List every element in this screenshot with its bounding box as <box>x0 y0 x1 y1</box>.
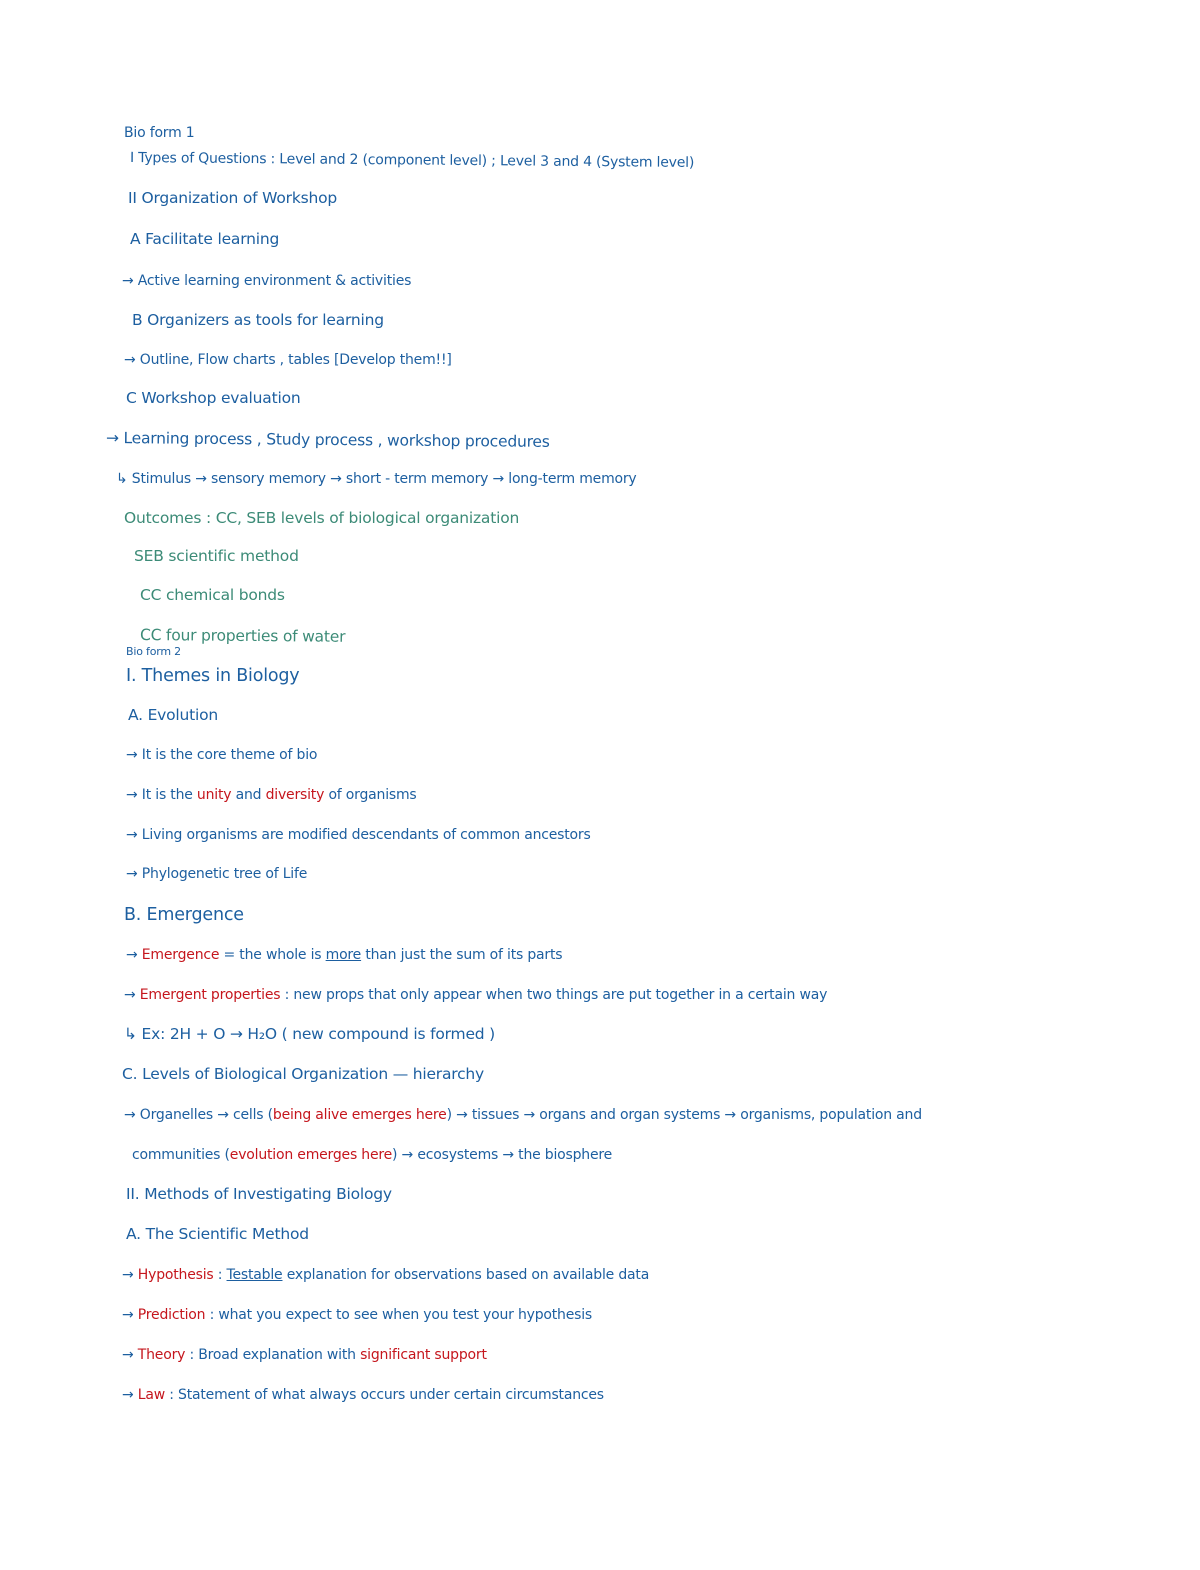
outcomes-item: SEB scientific method <box>134 547 299 565</box>
note-line: → Learning process , Study process , workshop procedures <box>105 429 550 451</box>
header-bio-form-2: Bio form 2 <box>126 645 181 658</box>
section-heading: I. Themes in Biology <box>126 666 300 686</box>
highlight-term: Emergence <box>141 947 220 963</box>
note-line: → Emergent properties : new props that only appear when two things are put together in a certain way <box>124 987 828 1003</box>
highlight-term: Emergent properties <box>139 987 281 1003</box>
note-line: → Organelles → cells (being alive emerges here) → tissues → organs and organ systems → organisms, population and <box>124 1107 922 1123</box>
outcomes-line: Outcomes : CC, SEB levels of biological organization <box>124 509 520 527</box>
highlight-term: Prediction <box>137 1307 206 1323</box>
note-line: → Law : Statement of what always occurs under certain circumstances <box>122 1387 604 1403</box>
outcomes-item: CC chemical bonds <box>140 586 285 604</box>
note-line: → Theory : Broad explanation with significant support <box>122 1347 487 1363</box>
subsection-heading: B. Emergence <box>124 905 244 925</box>
highlight-term: Theory <box>137 1347 186 1363</box>
underlined-term: Testable <box>226 1267 283 1283</box>
note-line: → Prediction : what you expect to see when you test your hypothesis <box>122 1307 593 1323</box>
note-line: → Hypothesis : Testable explanation for observations based on available data <box>122 1267 650 1283</box>
note-line: → Living organisms are modified descendants of common ancestors <box>126 827 591 843</box>
note-line: → Emergence = the whole is more than just the sum of its parts <box>126 947 563 963</box>
highlight-term: significant support <box>360 1347 487 1363</box>
underlined-term: more <box>325 947 362 963</box>
outcomes-item: CC four properties of water <box>139 626 346 646</box>
highlight-term: unity <box>196 787 232 803</box>
note-line: C Workshop evaluation <box>126 389 301 407</box>
note-line: → Outline, Flow charts , tables [Develop them!!] <box>124 352 452 368</box>
note-line: A Facilitate learning <box>130 230 280 248</box>
subsection-heading: C. Levels of Biological Organization — hierarchy <box>122 1065 485 1083</box>
note-line: I Types of Questions : Level and 2 (component level) ; Level 3 and 4 (System level) <box>129 150 695 171</box>
note-line: → Active learning environment & activities <box>122 273 412 289</box>
note-line: → Phylogenetic tree of Life <box>126 866 308 882</box>
note-line: communities (evolution emerges here) → ecosystems → the biosphere <box>132 1147 613 1163</box>
subsection-heading: A. The Scientific Method <box>126 1225 309 1243</box>
header-bio-form-1: Bio form 1 <box>124 125 195 141</box>
note-line: B Organizers as tools for learning <box>132 311 384 329</box>
note-line: ↳ Stimulus → sensory memory → short - term memory → long-term memory <box>116 471 637 487</box>
section-heading: II. Methods of Investigating Biology <box>126 1185 392 1203</box>
note-line: → It is the core theme of bio <box>126 747 318 763</box>
highlight-term: diversity <box>265 787 325 803</box>
note-line: ↳ Ex: 2H + O → H₂O ( new compound is formed ) <box>124 1025 495 1043</box>
subsection-heading: A. Evolution <box>128 706 219 724</box>
highlight-term: evolution emerges here <box>229 1147 393 1163</box>
note-line: II Organization of Workshop <box>128 189 338 207</box>
highlight-term: being alive emerges here <box>272 1107 447 1123</box>
highlight-term: Hypothesis <box>137 1267 214 1283</box>
note-line: → It is the unity and diversity of organisms <box>126 787 417 803</box>
highlight-term: Law <box>137 1387 166 1403</box>
